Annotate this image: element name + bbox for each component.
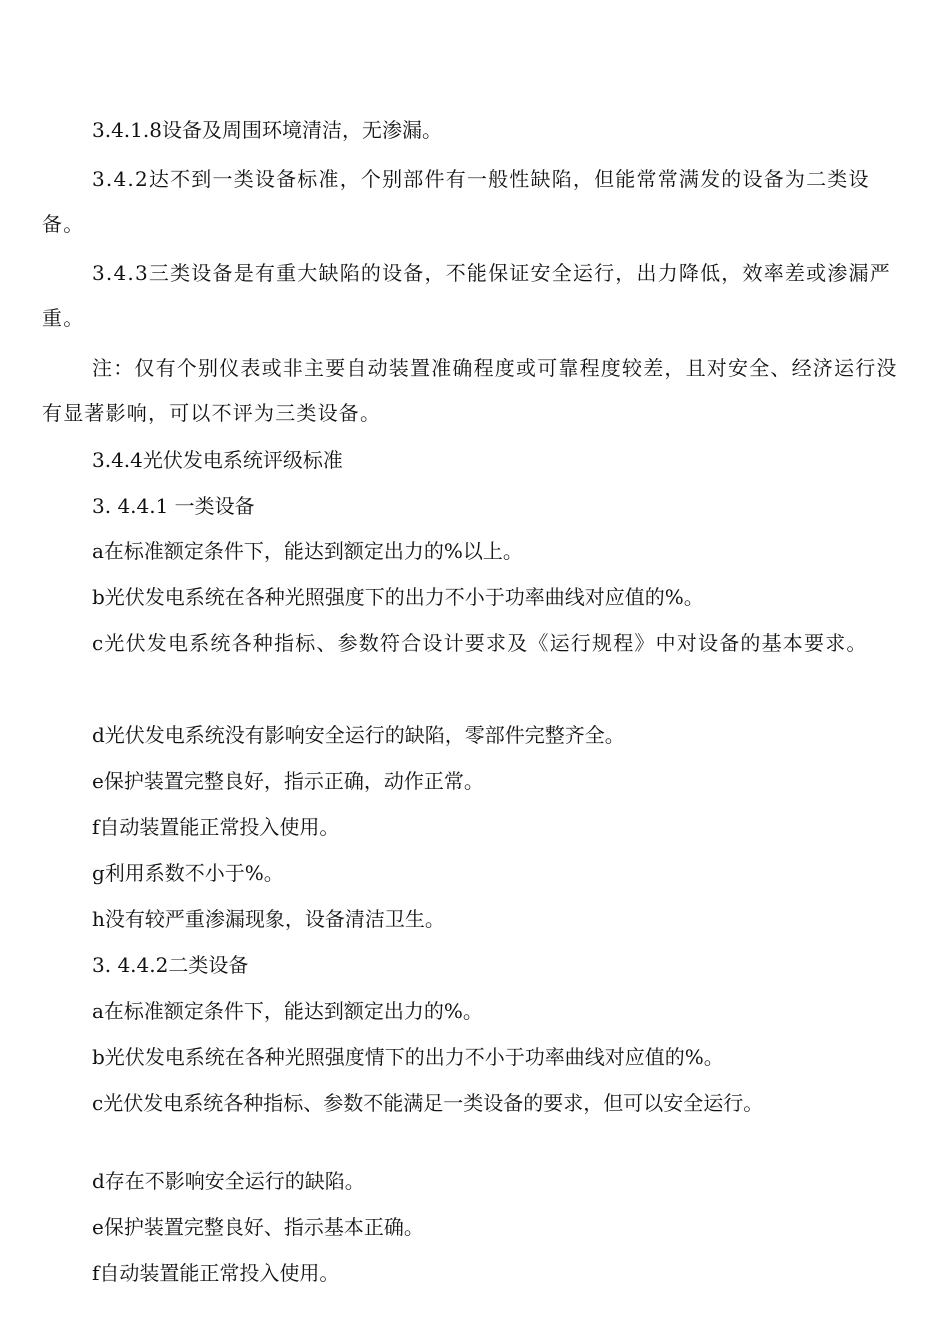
item-b-class-one: b光伏发电系统在各种光照强度下的出力不小于功率曲线对应值的%。: [92, 585, 704, 609]
item-a-class-two: a在标准额定条件下，能达到额定出力的%。: [92, 999, 483, 1023]
item-b-class-two: b光伏发电系统在各种光照强度情下的出力不小于功率曲线对应值的%。: [92, 1045, 724, 1069]
item-d-class-one: d光伏发电系统没有影响安全运行的缺陷，零部件完整齐全。: [92, 723, 625, 747]
paragraph-3-4-3: 3.4.3三类设备是有重大缺陷的设备，不能保证安全运行，出力降低，效率差或渗漏严重。: [42, 261, 891, 330]
heading-3-4-4-2: 3. 4.4.2二类设备: [92, 953, 249, 977]
item-f-class-two: f自动装置能正常投入使用。: [92, 1261, 340, 1285]
item-a-class-one: a在标准额定条件下，能达到额定出力的%以上。: [92, 539, 523, 563]
item-c-class-two: c光伏发电系统各种指标、参数不能满足一类设备的要求，但可以安全运行。: [92, 1091, 764, 1115]
item-g-class-one: g利用系数不小于%。: [92, 861, 284, 885]
paragraph-3-4-2: 3.4.2达不到一类设备标准，个别部件有一般性缺陷，但能常常满发的设备为二类设备。: [42, 167, 870, 236]
item-e-class-two: e保护装置完整良好、指示基本正确。: [92, 1215, 424, 1239]
item-e-class-one: e保护装置完整良好，指示正确，动作正常。: [92, 769, 484, 793]
heading-3-4-4-1: 3. 4.4.1 一类设备: [92, 494, 255, 518]
item-h-class-one: h没有较严重渗漏现象，设备清洁卫生。: [92, 907, 445, 931]
item-d-class-two: d存在不影响安全运行的缺陷。: [92, 1169, 365, 1193]
paragraph-note: 注：仅有个别仪表或非主要自动装置准确程度或可靠程度较差，且对安全、经济运行没有显著影响，可以不评为三类设备。: [42, 356, 898, 425]
paragraph-3-4-1-8: 3.4.1.8设备及周围环境清洁，无渗漏。: [92, 118, 442, 142]
item-f-class-one: f自动装置能正常投入使用。: [92, 815, 340, 839]
heading-3-4-4: 3.4.4光伏发电系统评级标准: [92, 448, 343, 472]
item-c-class-one: c光伏发电系统各种指标、参数符合设计要求及《运行规程》中对设备的基本要求。: [92, 631, 868, 655]
